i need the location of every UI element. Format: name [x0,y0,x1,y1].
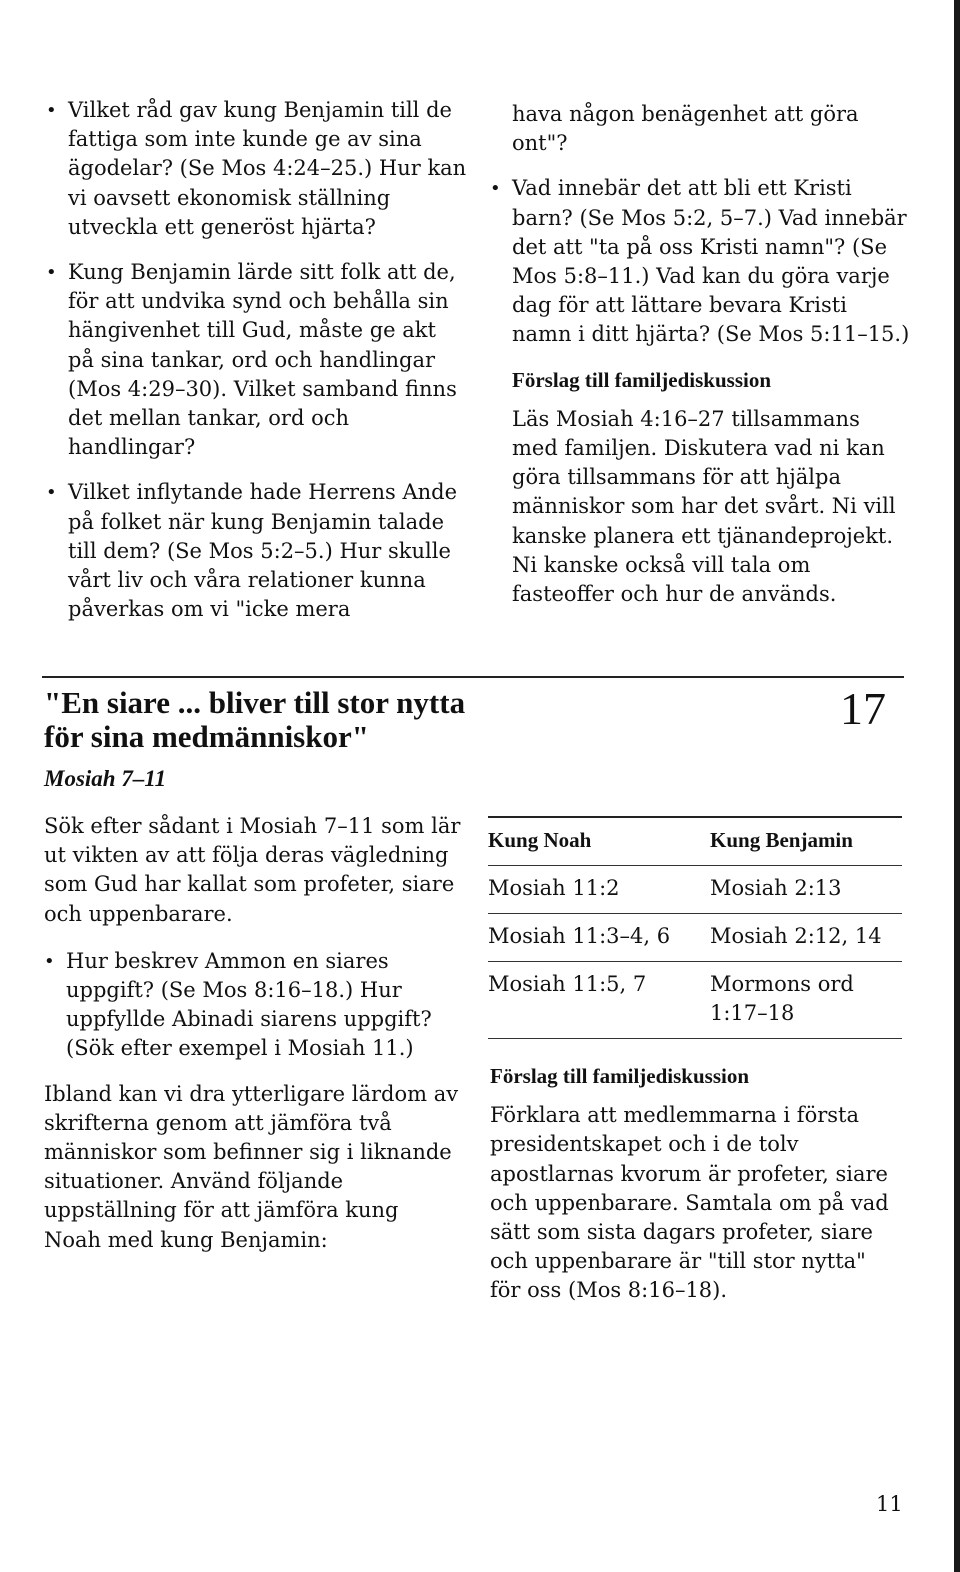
bullet-icon: • [44,950,55,972]
table-cell: Mormons ord 1:17–18 [710,972,854,1025]
table-row [488,914,902,961]
section-divider [42,676,904,678]
list-item [44,947,462,1064]
list-item-text: Kung Benjamin lärde sitt folk att de, för att undvika synd och behålla sin hängivenhet till Gud, måste ge akt på sina tankar, ord och handlingar (Mos 4:29–30). Vilket samband finns det mellan tankar, ord och handlingar? [68,260,457,460]
table-cell: Mosiah 11:5, 7 [488,972,647,996]
list-item-text: Hur beskrev Ammon en siares uppgift? (Se Mos 8:16–18.) Hur uppfyllde Abinadi siarens uppgift? (Sök efter exempel i Mosiah 11.) [66,948,432,1061]
top-right-column [490,100,912,609]
top-left-column [46,96,468,640]
scripture-reference: Mosiah 7–11 [44,766,167,791]
table-cell: Mosiah 11:2 [488,876,620,900]
family-discussion-text: Läs Mosiah 4:16–27 tillsammans med familjen. Diskutera vad ni kan göra tillsammans för att hjälpa människor som har det svårt. Ni vill kanske planera ett tjänandeprojekt. Ni kanske också vill tala om fasteoffer och hur de används. [512,406,896,607]
bullet-icon: • [46,482,57,504]
lesson-number: 17 [840,683,886,734]
intro-paragraph: Sök efter sådant i Mosiah 7–11 som lär ut vikten av att följa deras vägledning som Gud har kallat som profeter, siare och uppenbarare. [44,814,461,926]
list-item-text: Vad innebär det att bli ett Kristi barn? (Se Mos 5:2, 5–7.) Vad innebär det att "ta på oss Kristi namn"? (Se Mos 5:8–11.) Vad kan du göra varje dag för att lättare bevara Kristi namn i ditt hjärta? (Se Mos 5:11–15.) [512,176,910,347]
lesson-title-line: för sina medmänniskor" [44,719,369,754]
table-row [488,962,902,1038]
table-cell: Mosiah 2:13 [710,876,842,900]
bullet-icon: • [490,178,501,200]
table-rule [488,1038,902,1039]
page-edge [954,0,960,1572]
section-heading: Förslag till familjediskussion [490,1064,750,1088]
list-item-text: Vilket inflytande hade Herrens Ande på folket när kung Benjamin talade till dem? (Se Mos 5:2–5.) Hur skulle vårt liv och våra relationer kunna påverkas om vi "icke mera [68,480,458,622]
table-cell: Mosiah 11:3–4, 6 [488,924,671,948]
list-item [46,478,468,624]
list-item [46,258,468,462]
bullet-icon: • [46,262,57,284]
header-cell: Kung Benjamin [710,828,853,852]
comparison-table [488,816,902,1039]
comparison-intro: Ibland kan vi dra ytterligare lärdom av skrifterna genom att jämföra två människor som befinner sig i liknande situationer. Använd följande uppställning för att jämföra kung Noah med kung Benjamin: [44,1081,459,1252]
header-cell: Kung Noah [488,828,592,852]
question-list [44,947,462,1064]
list-item [46,96,468,242]
section-heading: Förslag till familjediskussion [512,367,772,392]
bottom-right-column [490,1062,902,1306]
question-list [490,174,912,349]
table-header [488,818,902,865]
table-row [488,866,902,913]
continued-text: hava någon benägenhet att göra ont"? [512,102,859,156]
family-discussion-text: Förklara att medlemmarna i första presidentskapet och i de tolv apostlarnas kvorum är profeter, siare och uppenbarare. Samtala om på vad sätt som sista dagars profeter, siare och uppenbarare är "till stor nytta" för oss (Mos 8:16–18). [490,1103,889,1303]
list-item [490,174,912,349]
list-item-text: Vilket råd gav kung Benjamin till de fattiga som inte kunde ge av sina ägodelar? (Se Mos 4:24–25.) Hur kan vi oavsett ekonomisk ställning utveckla ett generöst hjärta? [68,98,467,239]
lesson-title [44,686,604,754]
page-number: 11 [876,1492,903,1516]
question-list [46,96,468,624]
bullet-icon: • [46,100,57,121]
bottom-left-column [44,812,462,1273]
lesson-title-line: "En siare ... bliver till stor nytta [44,685,466,720]
table-cell: Mosiah 2:12, 14 [710,924,882,948]
